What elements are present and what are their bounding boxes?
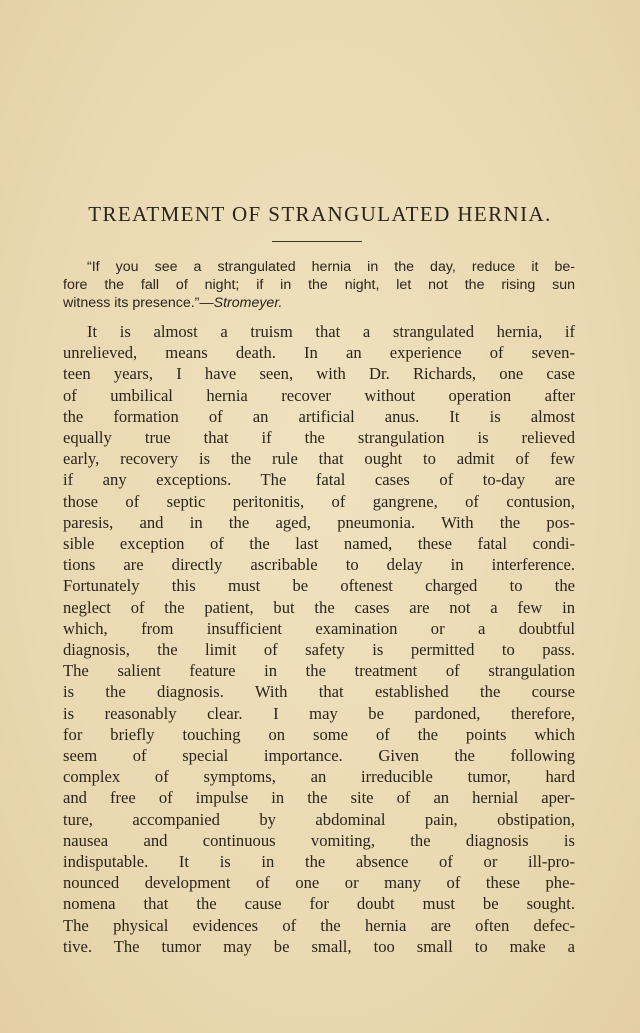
body-line: equally true that if the strangulation is relieved [63,428,575,448]
body-line: The physical evidences of the hernia are often defec- [63,915,575,935]
epigraph-quote [63,258,575,312]
body-line: unrelieved, means death. In an experience of seven- [63,343,575,363]
body-line: tions are directly ascribable to delay in interference. [63,555,575,575]
body-line: for briefly touching on some of the points which [63,724,575,744]
body-line: Fortunately this must be oftenest charged to the [63,576,575,596]
body-line: and free of impulse in the site of an hernial aper- [63,788,575,808]
epigraph-last-text: witness its presence.”— [63,295,214,311]
body-line: It is almost a truism that a strangulated hernia, if [87,322,575,341]
epigraph-line: fore the fall of night; if in the night, let not the rising sun [63,277,575,293]
title-rule [272,241,362,242]
body-line: is the diagnosis. With that established the course [63,682,575,702]
body-line: seem of special importance. Given the following [63,746,575,766]
body-line: indisputable. It is in the absence of or ill-pro- [63,852,575,872]
body-line: nausea and continuous vomiting, the diagnosis is [63,830,575,850]
body-line: nounced development of one or many of these phe- [63,873,575,893]
body-line: the formation of an artificial anus. It is almost [63,406,575,426]
body-line: is reasonably clear. I may be pardoned, therefore, [63,703,575,723]
chapter-title: TREATMENT OF STRANGULATED HERNIA. [88,202,552,226]
body-line: if any exceptions. The fatal cases of to-day are [63,470,575,490]
body-line: teen years, I have seen, with Dr. Richards, one case [63,364,575,384]
body-line: complex of symptoms, an irreducible tumor, hard [63,767,575,787]
body-line: of umbilical hernia recover without operation after [63,385,575,405]
body-line: ture, accompanied by abdominal pain, obstipation, [63,809,575,829]
body-paragraph [63,321,575,957]
body-line: paresis, and in the aged, pneumonia. With the pos- [63,512,575,532]
body-line: tive. The tumor may be small, too small to make a [63,936,575,956]
body-line: nomena that the cause for doubt must be sought. [63,894,575,914]
epigraph-line: “If you see a strangulated hernia in the day, reduce it be- [87,259,575,275]
body-line: which, from insufficient examination or a doubtful [63,618,575,638]
body-line: sible exception of the last named, these fatal condi- [63,534,575,554]
body-line: early, recovery is the rule that ought to admit of few [63,449,575,469]
body-line: diagnosis, the limit of safety is permitted to pass. [63,640,575,660]
body-line: The salient feature in the treatment of strangulation [63,661,575,681]
body-line: neglect of the patient, but the cases are not a few in [63,597,575,617]
epigraph-line [63,294,575,312]
epigraph-author: Stromeyer. [213,295,283,311]
body-line: those of septic peritonitis, of gangrene, of contusion, [63,491,575,511]
